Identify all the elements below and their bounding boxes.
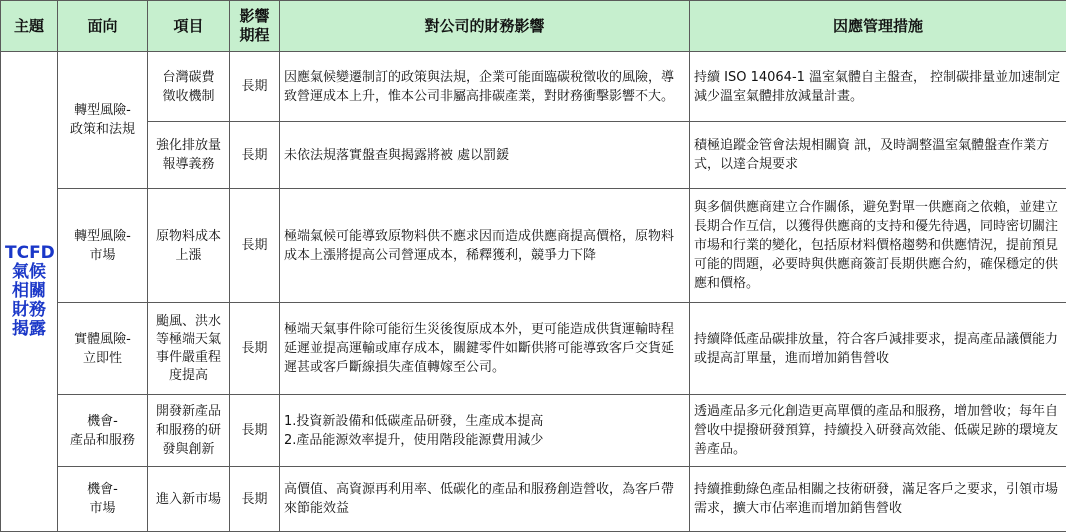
theme-line: 相關 [12, 281, 46, 301]
item-line: 颱風、洪水 [155, 313, 221, 329]
item-line: 徵收機制 [162, 88, 215, 104]
aspect-line: 機會- [87, 482, 118, 497]
impact-cell: 因應氣候變遷制訂的政策與法規，企業可能面臨碳稅徵收的風險，導致營運成本上升，惟本公司非屬高排碳產業，對財務衝擊影響不大。 [280, 52, 690, 122]
term-cell: 長期 [230, 52, 280, 122]
aspect-line: 產品和服務 [69, 432, 135, 448]
impact-cell: 未依法規落實盤查與揭露將被 處以罰鍰 [280, 122, 690, 189]
impact-cell [280, 395, 690, 467]
aspect-line: 政策和法規 [69, 122, 135, 137]
header-aspect: 面向 [58, 1, 148, 52]
table-row [1, 122, 1066, 189]
item-line: 原物料成本 [155, 228, 221, 244]
item-cell [148, 467, 230, 532]
item-line: 開發新產品 [155, 404, 221, 419]
item-line: 上漲 [175, 247, 202, 263]
measures-cell: 積極追蹤金管會法規相關資 訊，及時調整溫室氣體盤查作業方式，以達合規要求 [690, 122, 1066, 189]
aspect-line: 轉型風險- [74, 103, 131, 118]
header-measures: 因應管理措施 [690, 1, 1066, 52]
item-line: 等極端天氣 [155, 331, 221, 347]
header-financial-impact: 對公司的財務影響 [280, 1, 690, 52]
header-row [1, 1, 1066, 52]
aspect-cell [58, 303, 148, 395]
theme-line: 揭露 [12, 319, 46, 339]
theme-line: TCFD [5, 243, 55, 263]
item-cell [148, 122, 230, 189]
aspect-line: 機會- [87, 413, 118, 429]
header-term-line1: 影響 [239, 7, 270, 25]
term-cell: 長期 [230, 189, 280, 303]
aspect-cell [58, 467, 148, 532]
table-row [1, 189, 1066, 303]
item-line: 台灣碳費 [162, 69, 215, 85]
table-row [1, 395, 1066, 467]
measures-cell: 透過產品多元化創造更高單價的產品和服務，增加營收；每年自營收中提撥研發預算，持續投入研發高效能、低碳足跡的環境友善產品。 [690, 395, 1066, 467]
impact-cell: 高價值、高資源再利用率、低碳化的產品和服務創造營收，為客戶帶來節能效益 [280, 467, 690, 532]
item-cell [148, 303, 230, 395]
aspect-line: 市場 [89, 247, 116, 263]
item-line: 和服務的研 [155, 423, 221, 438]
item-line: 強化排放量 [155, 138, 221, 153]
item-cell [148, 395, 230, 467]
header-theme: 主題 [1, 1, 58, 52]
item-line: 進入新市場 [155, 491, 221, 507]
term-cell: 長期 [230, 467, 280, 532]
item-line: 度提高 [168, 367, 208, 383]
header-term [230, 1, 280, 52]
theme-cell [1, 52, 58, 532]
term-cell: 長期 [230, 122, 280, 189]
table-row [1, 303, 1066, 395]
table-row [1, 467, 1066, 532]
term-cell: 長期 [230, 395, 280, 467]
measures-cell: 持續降低產品碳排放量，符合客戶減排要求，提高產品議價能力或提高訂單量，進而增加銷售營收 [690, 303, 1066, 395]
aspect-cell [58, 395, 148, 467]
measures-cell: 持續 ISO 14064-1 溫室氣體自主盤查， 控制碳排量並加速制定減少溫室氣體排放減量計畫。 [690, 52, 1066, 122]
item-line: 發與創新 [162, 442, 215, 457]
measures-cell: 持續推動綠色產品相關之技術研發，滿足客戶之要求，引領市場需求，擴大市佔率進而增加銷售營收 [690, 467, 1066, 532]
theme-line: 氣候 [12, 262, 46, 282]
aspect-cell [58, 189, 148, 303]
aspect-line: 立即性 [82, 350, 122, 366]
impact-line: 1.投資新設備和低碳產品研發，生產成本提高 [284, 413, 544, 429]
measures-cell: 與多個供應商建立合作關係，避免對單一供應商之依賴，並建立長期合作互信，以獲得供應商的支持和優先待遇，同時密切關注市場和行業的變化，包括原材料價格趨勢和供應情況，提前預見可能的問題，必要時與供應商簽訂長期供應合約，確保穩定的供應和價格。 [690, 189, 1066, 303]
table-row [1, 52, 1066, 122]
aspect-cell [58, 52, 148, 189]
impact-cell: 極端氣候可能導致原物料供不應求因而造成供應商提高價格，原物料成本上漲將提高公司營運成本，稀釋獲利，競爭力下降 [280, 189, 690, 303]
impact-line: 2.產品能源效率提升，使用階段能源費用減少 [284, 432, 544, 448]
aspect-line: 轉型風險- [74, 228, 131, 244]
impact-cell: 極端天氣事件除可能衍生災後復原成本外，更可能造成供貨運輸時程延遲並提高運輸或庫存成本，關鍵零件如斷供將可能導致客戶交貨延遲甚或客戶斷線損失產值轉嫁至公司。 [280, 303, 690, 395]
item-cell [148, 189, 230, 303]
theme-line: 財務 [12, 300, 46, 320]
term-cell: 長期 [230, 303, 280, 395]
item-line: 事件嚴重程 [155, 349, 221, 365]
aspect-line: 實體風險- [74, 331, 131, 347]
header-item: 項目 [148, 1, 230, 52]
header-term-line2: 期程 [239, 26, 270, 44]
item-cell [148, 52, 230, 122]
aspect-line: 市場 [89, 501, 116, 516]
item-line: 報導義務 [162, 157, 215, 172]
